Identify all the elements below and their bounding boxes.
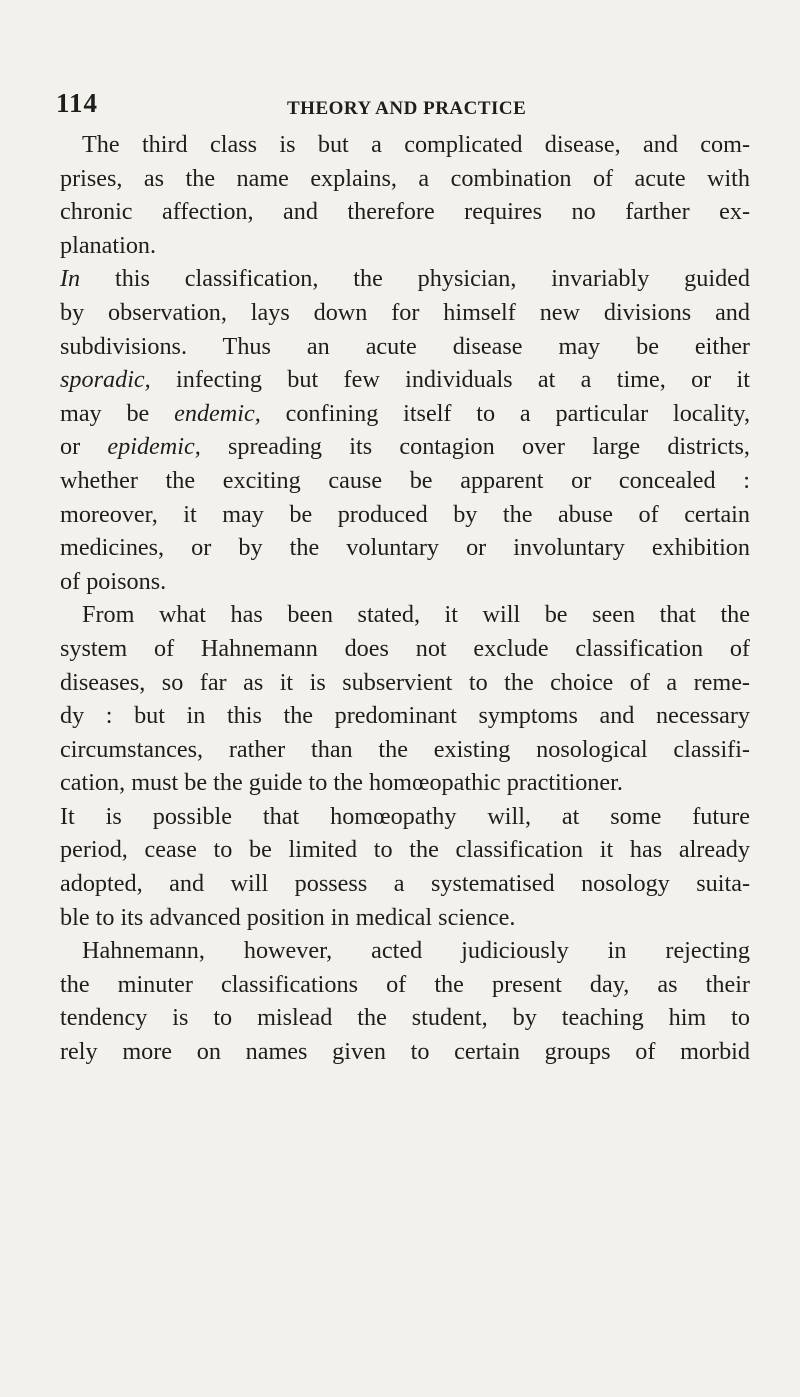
text-line: whether the exciting cause be apparent or concealed : [60,466,750,494]
text-line: the minuter classifications of the present day, as their [60,970,750,998]
text-line [60,363,750,397]
text-line: The third class is but a complicated disease, and com- [82,131,750,158]
italic-term: In [60,265,81,293]
page-number: 114 [56,88,99,118]
text-line: tendency is to mislead the student, by teaching him to [60,1004,750,1032]
text-line: diseases, so far as it is subservient to the choice of a reme- [60,668,750,696]
text-line: planation. [60,231,157,259]
italic-term: sporadic, [60,366,151,394]
text-line: period, cease to be limited to the classification it has already [60,836,750,864]
body-text [60,128,750,1069]
text-line [60,397,750,431]
italic-term: epidemic, [107,433,201,461]
text-line [60,430,750,464]
text-line: cation, must be the guide to the homœopathic practitioner. [60,769,623,797]
line-text: confining itself to a particular locality, [260,399,750,427]
text-line: by observation, lays down for himself new divisions and [60,298,750,326]
text-line: subdivisions. Thus an acute disease may be either [60,332,750,360]
line-text: may be [60,399,175,427]
text-line: ble to its advanced position in medical science. [60,903,516,931]
text-line: system of Hahnemann does not exclude classification of [60,634,750,662]
text-line: chronic affection, and therefore requires no farther ex- [60,198,750,226]
text-line: medicines, or by the voluntary or involuntary exhibition [60,534,750,562]
text-line: Hahnemann, however, acted judiciously in rejecting [82,937,750,965]
text-line: rely more on names given to certain groups of morbid [60,1038,750,1066]
line-text: or [60,433,108,461]
running-head: THEORY AND PRACTICE [287,98,527,119]
line-text: this classification, the physician, invariably guided [80,265,750,293]
text-line: of poisons. [60,567,167,595]
text-line: moreover, it may be produced by the abuse of certain [60,500,750,528]
text-line [60,262,750,296]
text-line: dy : but in this the predominant symptoms and necessary [60,702,750,730]
italic-term: endemic, [174,399,261,427]
text-line: prises, as the name explains, a combination of acute with [60,164,750,192]
line-text: infecting but few individuals at a time, or it [150,366,750,394]
text-line: circumstances, rather than the existing nosological classifi- [60,735,750,763]
text-line: From what has been stated, it will be seen that the [82,601,750,629]
text-line: It is possible that homœopathy will, at some future [60,802,750,830]
text-line: adopted, and will possess a systematised nosology suita- [60,870,750,898]
line-text: spreading its contagion over large districts, [200,433,750,461]
